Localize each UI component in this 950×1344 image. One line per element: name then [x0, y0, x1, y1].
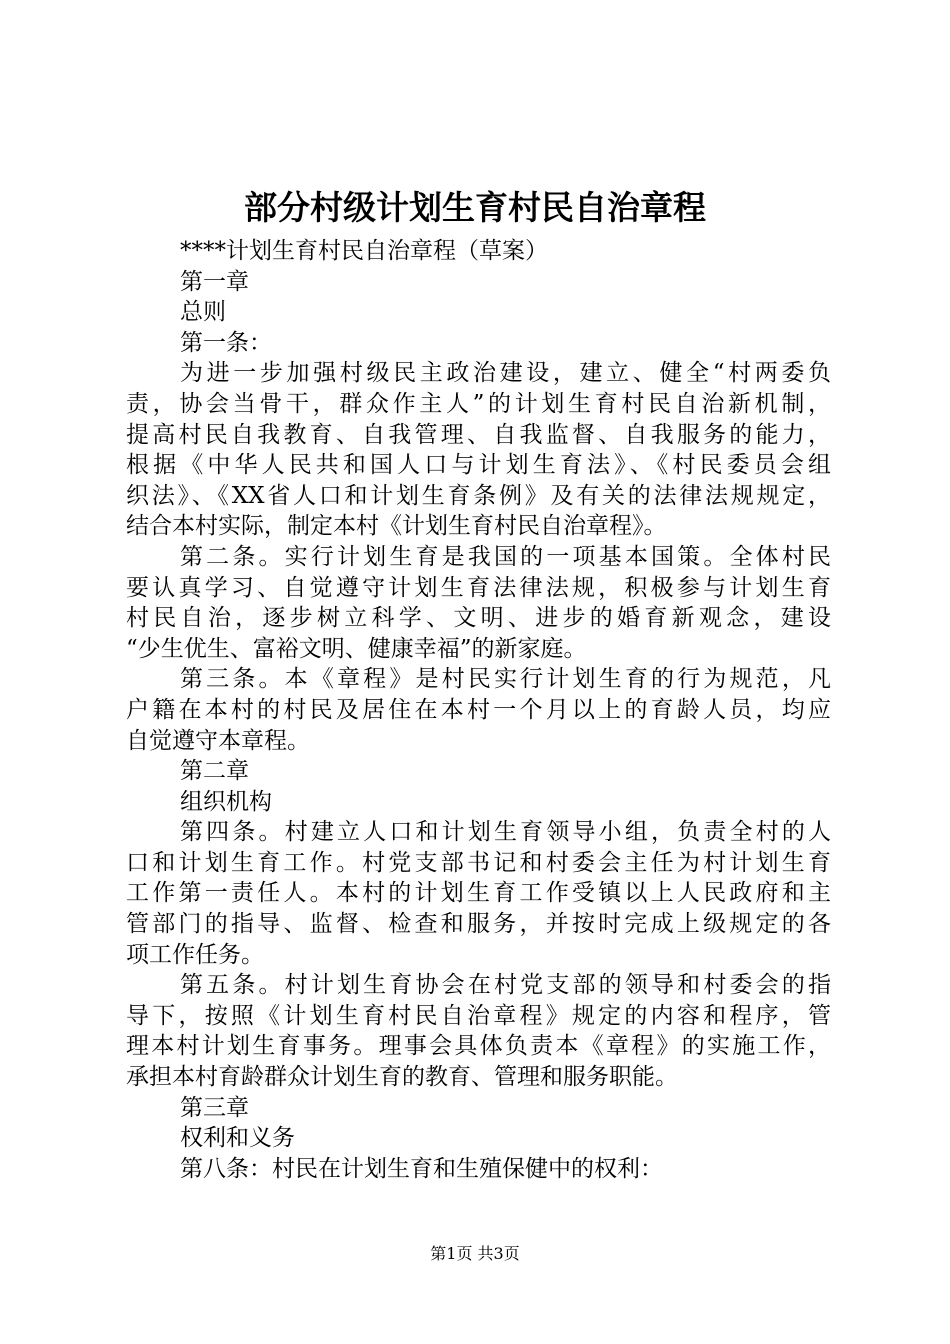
text-line: 组织机构: [180, 788, 272, 815]
document-title: 部分村级计划生育村民自治章程: [244, 188, 706, 227]
text-line: 权利和义务: [180, 1125, 295, 1152]
text-line: 管部门的指导、监督、检查和服务，并按时完成上级规定的各: [126, 911, 831, 938]
text-line: 为进一步加强村级民主政治建设，建立、健全“村两委负: [180, 360, 831, 387]
text-line: 工作第一责任人。本村的计划生育工作受镇以上人民政府和主: [126, 880, 831, 907]
text-line: 村民自治，逐步树立科学、文明、进步的婚育新观念，建设: [126, 605, 831, 632]
text-line: 根据《中华人民共和国人口与计划生育法》、《村民委员会组: [126, 452, 831, 479]
text-line: 第一章: [180, 268, 249, 295]
text-line: 承担本村育龄群众计划生育的教育、管理和服务职能。: [126, 1064, 678, 1091]
text-line: 第五条。村计划生育协会在村党支部的领导和村委会的指: [180, 972, 831, 999]
text-line: 结合本村实际，制定本村《计划生育村民自治章程》。: [126, 513, 667, 540]
text-line: 要认真学习、自觉遵守计划生育法律法规，积极参与计划生育: [126, 574, 831, 601]
text-line: 第八条：村民在计划生育和生殖保健中的权利：: [180, 1155, 663, 1182]
text-line: 项工作任务。: [126, 941, 264, 968]
text-line: 提高村民自我教育、自我管理、自我监督、自我服务的能力，: [126, 421, 831, 448]
text-line: “少生优生、富裕文明、健康幸福”的新家庭。: [126, 635, 587, 662]
text-line: 第三章: [180, 1094, 249, 1121]
text-line: ****计划生育村民自治章程（草案）: [180, 238, 548, 264]
text-line: 户籍在本村的村民及居住在本村一个月以上的育龄人员，均应: [126, 696, 831, 723]
text-line: 第三条。本《章程》是村民实行计划生育的行为规范，凡: [180, 666, 831, 693]
text-line: 责，协会当骨干，群众作主人”的计划生育村民自治新机制，: [126, 390, 831, 417]
text-line: 理本村计划生育事务。理事会具体负责本《章程》的实施工作，: [126, 1033, 831, 1060]
text-line: 第二章: [180, 758, 249, 785]
text-line: 织法》、《XX省人口和计划生育条例》及有关的法律法规规定，: [126, 482, 831, 509]
text-line: 第四条。村建立人口和计划生育领导小组，负责全村的人: [180, 819, 831, 846]
text-line: 总则: [180, 299, 226, 326]
text-line: 第一条：: [180, 329, 272, 356]
text-line: 自觉遵守本章程。: [126, 727, 310, 754]
text-line: 口和计划生育工作。村党支部书记和村委会主任为村计划生育: [126, 849, 831, 876]
text-line: 导下，按照《计划生育村民自治章程》规定的内容和程序，管: [126, 1002, 831, 1029]
text-line: 第二条。实行计划生育是我国的一项基本国策。全体村民: [180, 543, 831, 570]
page-footer: 第1页 共3页: [430, 1244, 520, 1263]
document-body: [126, 236, 831, 1184]
